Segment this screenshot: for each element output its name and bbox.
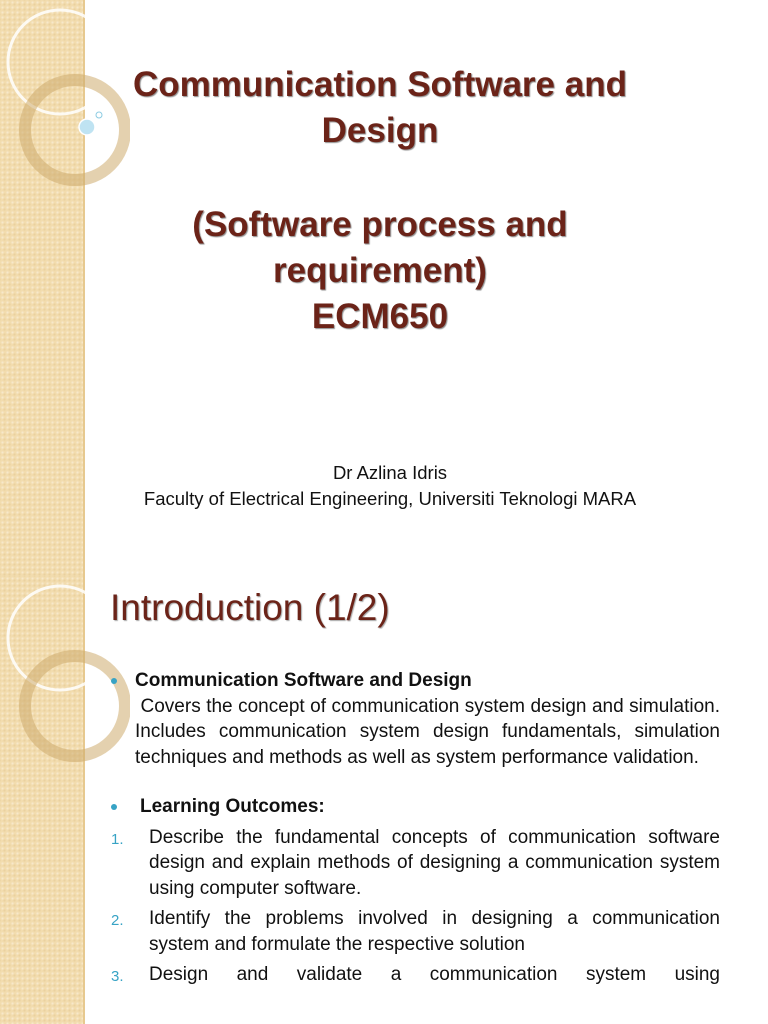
bullet-icon <box>111 804 117 810</box>
list-item-text: Identify the problems involved in designing a communication system and formulate the respective solution <box>149 908 720 955</box>
title-line: Design <box>321 111 439 150</box>
slide-body <box>108 668 720 988</box>
bullet-item <box>108 668 720 770</box>
author-affiliation: Faculty of Electrical Engineering, Universiti Teknologi MARA <box>143 488 637 509</box>
list-item-text: Design and validate a communication system using <box>149 964 720 985</box>
list-item <box>108 962 720 988</box>
introduction-slide <box>0 576 768 1024</box>
section-heading: Learning Outcomes: <box>140 796 325 817</box>
author-name: Dr Azlina Idris <box>332 462 448 483</box>
author-block <box>90 460 690 512</box>
subtitle-line: (Software process and <box>192 205 568 244</box>
bullet-icon <box>111 678 117 684</box>
list-number: 3. <box>111 968 124 985</box>
title-line: Communication Software and <box>133 65 627 104</box>
bullet-item <box>108 794 720 820</box>
section-description: Covers the concept of communication system design and simulation. Includes communication system design fundamentals, simulation techniques and methods as well as system performance validation. <box>135 695 720 768</box>
subtitle-line: requirement) <box>273 251 487 290</box>
list-item <box>108 906 720 957</box>
slide-title: Introduction (1/2) <box>110 587 390 628</box>
list-number: 2. <box>111 912 124 929</box>
list-item <box>108 825 720 902</box>
section-heading: Communication Software and Design <box>135 670 472 691</box>
course-code: ECM650 <box>311 297 449 336</box>
list-item-text: Describe the fundamental concepts of communication software design and explain methods of designing a communication system using computer software. <box>149 826 720 899</box>
list-number: 1. <box>111 830 124 848</box>
slide-title <box>100 62 660 340</box>
